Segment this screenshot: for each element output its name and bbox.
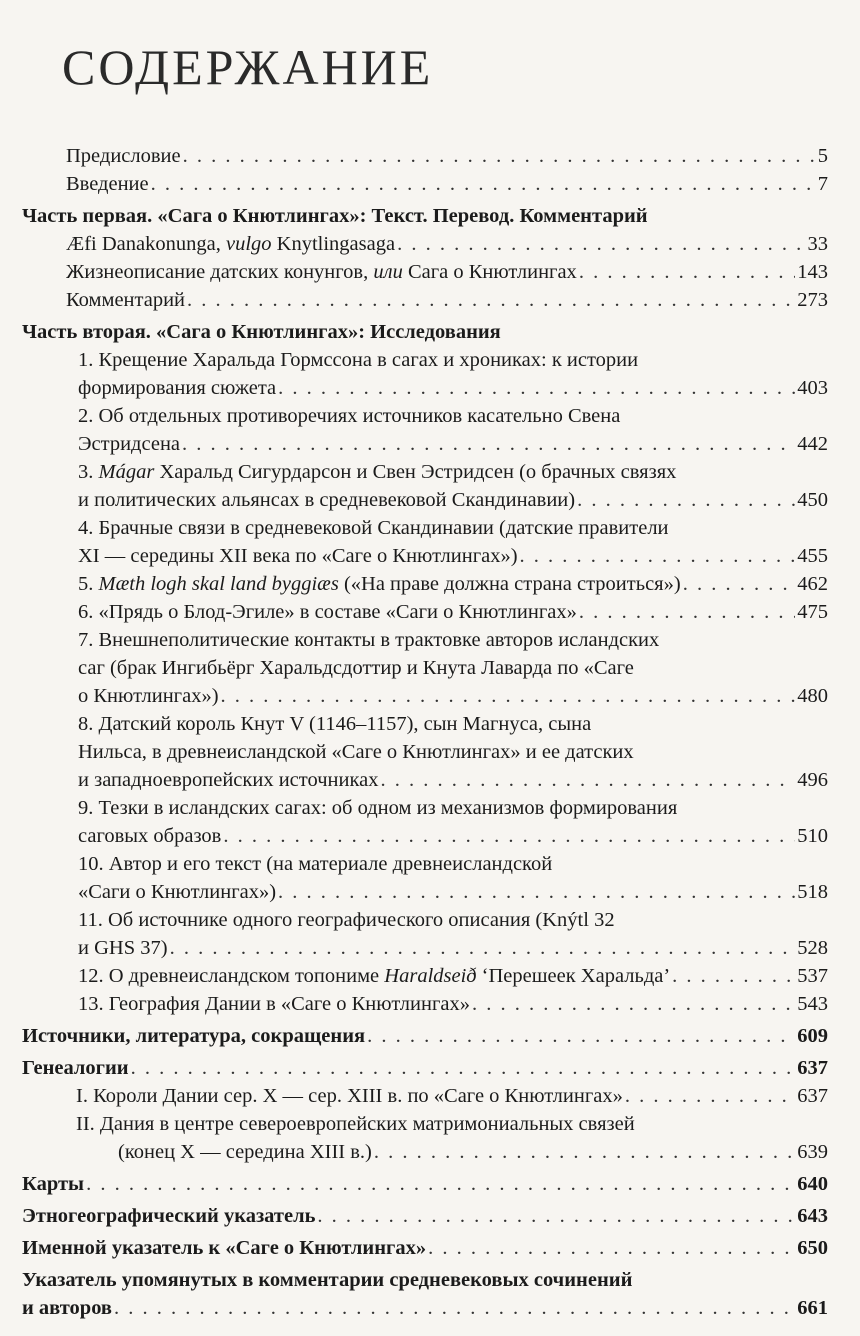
toc-entry: [22, 230, 828, 258]
toc-entry-page: 442: [797, 433, 828, 455]
toc-entry: [22, 286, 828, 314]
toc-part-label: и авторов: [22, 1297, 113, 1319]
toc-text-italic: Haraldseið: [384, 965, 477, 987]
toc-part-heading: [22, 1234, 828, 1262]
toc-text: формирования сюжета: [78, 377, 277, 399]
toc-text: Нильса, в древнеисландской «Саге о Кнютлингах» и ее датских: [78, 741, 634, 763]
toc-entry-page: 537: [797, 965, 828, 987]
toc-entry-label: Предисловие: [66, 145, 181, 167]
toc-text: и западноевропейских источниках: [78, 769, 379, 791]
toc-text: 1. Крещение Харальда Гормссона в сагах и хрониках: к истории: [78, 349, 639, 371]
toc-text: 5.: [78, 573, 99, 595]
toc-entry-page: 637: [797, 1085, 828, 1107]
toc-text: «Саги о Кнютлингах»): [78, 881, 277, 903]
toc-entry-page: 7: [817, 173, 828, 195]
toc-entry-page: 609: [797, 1025, 828, 1047]
toc-entry: [22, 346, 828, 402]
toc-entry-page: 480: [797, 685, 828, 707]
toc-text: 11. Об источнике одного географического описания (Knýtl 32: [78, 909, 615, 931]
toc-entry-page: 637: [797, 1057, 828, 1079]
toc-entry: [22, 458, 828, 514]
toc-text: 6. «Прядь о Блод-Эгиле» в составе «Саги о Кнютлингах»: [78, 601, 577, 623]
toc-text: Жизнеописание датских конунгов,: [66, 261, 374, 283]
toc-entry-page: 640: [797, 1173, 828, 1195]
toc-text: Æfi Danakonunga,: [66, 233, 226, 255]
toc-entry: [22, 402, 828, 458]
toc-entry: [22, 794, 828, 850]
toc-text: ‘Перешеек Харальда’: [476, 965, 671, 987]
toc-entry-page: 528: [797, 937, 828, 959]
toc-text: 9. Тезки в исландских сагах: об одном из механизмов формирования: [78, 797, 678, 819]
toc-text-italic: Mágar: [98, 461, 155, 483]
toc-text: XI — середины XII века по «Саге о Кнютлингах»): [78, 545, 518, 567]
toc-entry: [22, 598, 828, 626]
toc-entry-page: 650: [797, 1237, 828, 1259]
toc-entry: [22, 1082, 828, 1110]
toc-entry-page: 518: [797, 881, 828, 903]
toc-text: саг (брак Ингибьёрг Харальдсдоттир и Кнута Лаварда по «Саге: [78, 657, 634, 679]
toc-entry: [22, 850, 828, 906]
toc-text-italic: Mæth logh skal land byggiæs: [98, 573, 339, 595]
toc-entry-page: 33: [807, 233, 828, 255]
toc-entry-page: 5: [817, 145, 828, 167]
toc-part-heading: [22, 202, 828, 230]
toc-text: 4. Брачные связи в средневековой Скандинавии (датские правители: [78, 517, 669, 539]
toc-text: о Кнютлингах»): [78, 685, 219, 707]
toc-entry-page: 403: [797, 377, 828, 399]
toc-text-italic: vulgo: [225, 233, 272, 255]
toc-text: («На праве должна страна строиться»): [338, 573, 681, 595]
toc-part-heading: [22, 1054, 828, 1082]
toc-part-heading: [22, 1022, 828, 1050]
toc-entry-page: 475: [797, 601, 828, 623]
toc-entry-page: 143: [797, 261, 828, 283]
toc-part-heading: [22, 1170, 828, 1198]
toc-part-label: Указатель упомянутых в комментарии средневековых сочинений: [22, 1269, 633, 1291]
toc-text: I. Короли Дании сер. X — сер. XIII в. по «Саге о Кнютлингах»: [76, 1085, 623, 1107]
toc-entry-page: 661: [797, 1297, 828, 1319]
toc-text: 7. Внешнеполитические контакты в трактовке авторов исландских: [78, 629, 660, 651]
toc-text: (конец X — середина XIII в.): [118, 1141, 372, 1163]
toc-entry: [22, 962, 828, 990]
toc-text: 10. Автор и его текст (на материале древнеисландской: [78, 853, 553, 875]
toc-part-label: Генеалогии: [22, 1057, 129, 1079]
toc-part-label: Карты: [22, 1173, 85, 1195]
toc-entry-page: 462: [797, 573, 828, 595]
toc-text: и политических альянсах в средневековой Скандинавии): [78, 489, 576, 511]
toc-part-label: Часть первая. «Сага о Кнютлингах»: Текст. Перевод. Комментарий: [22, 205, 648, 227]
toc-entry-page: 643: [797, 1205, 828, 1227]
table-of-contents: [22, 142, 828, 1322]
toc-entry-page: 510: [797, 825, 828, 847]
toc-text: Харальд Сигурдарсон и Свен Эстридсен (о брачных связях: [154, 461, 677, 483]
toc-part-label: Именной указатель к «Саге о Кнютлингах»: [22, 1237, 427, 1259]
toc-part-label: Источники, литература, сокращения: [22, 1025, 366, 1047]
toc-entry-page: 273: [797, 289, 828, 311]
toc-text: Комментарий: [66, 289, 186, 311]
toc-text: 3.: [78, 461, 99, 483]
toc-text: и GHS 37): [78, 937, 168, 959]
toc-entry: [22, 570, 828, 598]
toc-text: саговых образов: [78, 825, 222, 847]
toc-entry: [22, 514, 828, 570]
toc-part-heading: [22, 1202, 828, 1230]
toc-entry-page: 450: [797, 489, 828, 511]
toc-entry-page: 639: [797, 1141, 828, 1163]
toc-text: Сага о Кнютлингах: [402, 261, 577, 283]
toc-entry: [22, 710, 828, 794]
toc-entry: [22, 990, 828, 1018]
toc-entry-preface: [22, 142, 828, 170]
toc-entry-intro: [22, 170, 828, 198]
toc-entry: [22, 626, 828, 710]
toc-text: 12. О древнеисландском топониме: [78, 965, 385, 987]
toc-entry-page: 496: [797, 769, 828, 791]
toc-part-heading: [22, 1266, 828, 1322]
toc-text-italic: или: [373, 261, 403, 283]
toc-entry-page: 455: [797, 545, 828, 567]
toc-text: Эстридсена: [78, 433, 181, 455]
toc-part-heading: [22, 318, 828, 346]
toc-entry: [22, 258, 828, 286]
toc-entry: [22, 906, 828, 962]
toc-entry: [22, 1110, 828, 1166]
toc-text: 2. Об отдельных противоречиях источников касательно Свена: [78, 405, 621, 427]
toc-text: II. Дания в центре североевропейских матримониальных связей: [76, 1113, 635, 1135]
toc-entry-page: 543: [797, 993, 828, 1015]
toc-text: 13. География Дании в «Саге о Кнютлингах»: [78, 993, 470, 1015]
toc-text: 8. Датский король Кнут V (1146–1157), сын Магнуса, сына: [78, 713, 592, 735]
toc-text: Knytlingasaga: [271, 233, 396, 255]
page-title: СОДЕРЖАНИЕ: [62, 39, 434, 95]
toc-part-label: Этногеографический указатель: [22, 1205, 316, 1227]
toc-part-label: Часть вторая. «Сага о Кнютлингах»: Исследования: [22, 321, 501, 343]
toc-entry-label: Введение: [66, 173, 149, 195]
